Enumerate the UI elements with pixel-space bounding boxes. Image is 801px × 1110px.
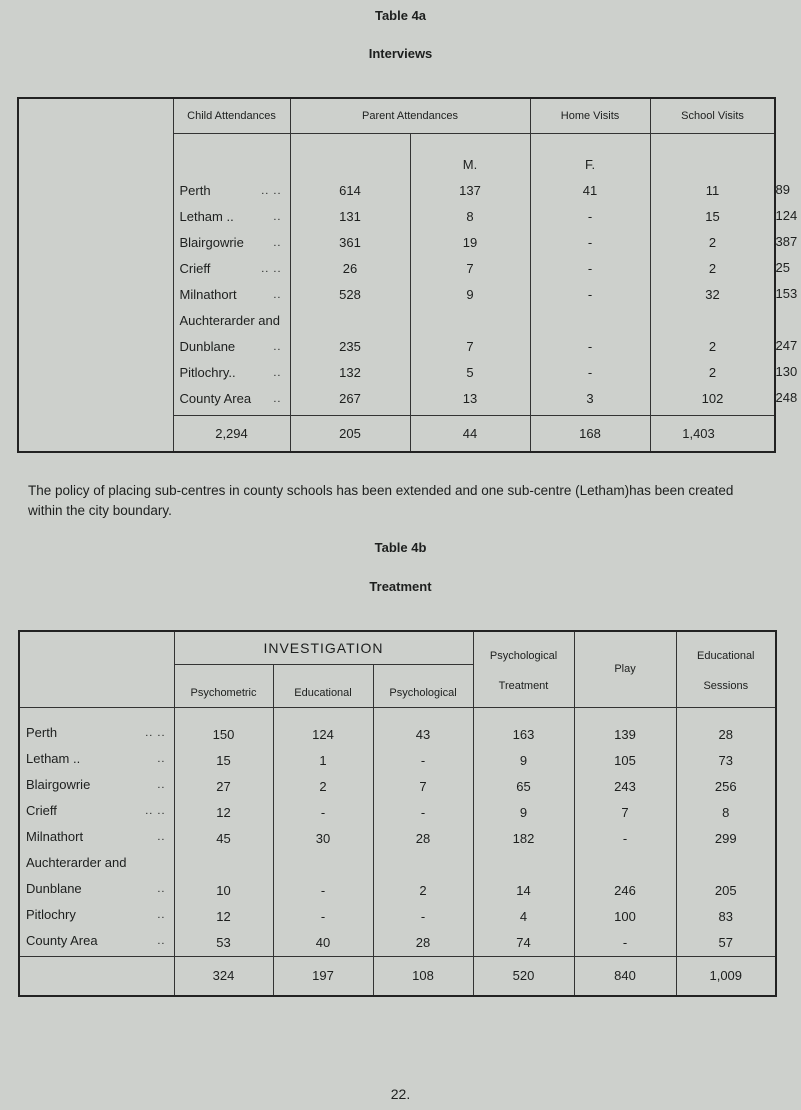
row-label-leader: .. [273, 210, 282, 223]
total-m: 205 [290, 415, 410, 452]
header-f: F. [584, 156, 596, 172]
cell-play: 139 [614, 726, 636, 742]
cell-psychometric: 45 [216, 830, 231, 846]
interviews-body: Perth .. .. Letham .. .. Blairgowrie .. Crieff .. .. Milnathort .. Auchterarder and Dunblane .. Pitlochry.. .. County Area .. 614 131 361 26 528 235 132 267 M. 137 8 19 7 9 7 5 13 F. 41 - - - - - - 3 11 15 2 2 32 2 2 102 89 124 387 25 153 247 130 248 [18, 133, 775, 415]
cell-psychometric: 12 [216, 908, 231, 924]
cell-educational: 1 [319, 752, 327, 768]
row-label-name: Crieff [179, 260, 211, 276]
cell-treatment: 163 [512, 726, 535, 742]
cell-f: - [587, 208, 593, 224]
total-treatment: 520 [473, 956, 574, 996]
treatment-totals-row [19, 956, 776, 996]
cell-treatment: 65 [516, 778, 531, 794]
cell-play [575, 852, 676, 878]
total-psychometric: 324 [174, 956, 273, 996]
row-label [26, 720, 174, 746]
row-label-name: Auchterarder and [179, 312, 280, 328]
cell-child: 361 [339, 234, 361, 250]
total-f: 44 [410, 415, 530, 452]
cell-psychological: 2 [419, 882, 427, 898]
cell-educational: - [320, 804, 326, 820]
header-parent-attendances: Parent Attendances [290, 98, 530, 133]
row-label-leader: .. [157, 830, 166, 843]
cell-f: - [587, 260, 593, 276]
table-4a-title: Table 4a [374, 8, 427, 23]
total-child: 2,294 [173, 415, 290, 452]
row-label-leader: .. [157, 778, 166, 791]
cell-psychological: - [420, 908, 426, 924]
cell-m: 8 [466, 208, 474, 224]
row-label-name: County Area [179, 390, 252, 406]
header-psychological: Psychological [373, 664, 473, 707]
cell-treatment: 74 [516, 934, 531, 950]
table-4a-subtitle: Interviews [368, 46, 433, 61]
row-label [180, 178, 290, 204]
interviews-totals-row [18, 415, 775, 452]
educational-column [273, 707, 373, 956]
row-label [26, 772, 174, 798]
row-label-leader: .. [273, 366, 282, 379]
cell-sessions: 299 [714, 830, 737, 846]
row-label [26, 746, 174, 772]
cell-play: - [622, 934, 628, 950]
row-label-leader: .. [273, 236, 282, 249]
cell-home: 15 [705, 208, 720, 224]
row-label [26, 824, 174, 850]
cell-educational: 40 [315, 934, 331, 950]
cell-home: 11 [705, 182, 720, 198]
cell-f: 3 [586, 390, 594, 406]
cell-home: 2 [708, 364, 717, 380]
child-attendance-column [290, 133, 410, 415]
row-label [180, 334, 290, 360]
cell-child: 614 [339, 182, 361, 198]
cell-home: 2 [708, 338, 717, 354]
row-label [180, 230, 290, 256]
cell-sessions: 256 [714, 778, 737, 794]
parent-f-column [530, 133, 650, 415]
cell-m: 19 [462, 234, 478, 250]
total-educational: 197 [273, 956, 373, 996]
home-visits-column [650, 133, 775, 415]
cell-psychological: 7 [419, 778, 427, 794]
cell-treatment: 9 [519, 804, 528, 820]
row-label-leader: .. [157, 934, 166, 947]
cell-treatment: 9 [519, 752, 528, 768]
cell-home: 102 [701, 390, 724, 406]
cell-m: 7 [466, 338, 474, 354]
cell-educational: - [320, 882, 326, 898]
row-label-leader: .. .. [261, 184, 282, 197]
cell-educational: 2 [319, 778, 327, 794]
cell-m: 13 [462, 390, 478, 406]
area-names [173, 133, 290, 415]
cell-home: 2 [708, 260, 717, 276]
row-label [26, 902, 174, 928]
row-label-name: Milnathort [179, 286, 237, 302]
cell-m: 7 [466, 260, 474, 276]
cell-home [651, 308, 775, 334]
cell-child: 132 [339, 364, 361, 380]
row-label-leader: .. [157, 882, 166, 895]
cell-child: 235 [339, 338, 361, 354]
cell-treatment [474, 852, 574, 878]
row-label [180, 360, 290, 386]
row-label-name: Blairgowrie [179, 234, 244, 250]
cell-sessions: 28 [718, 726, 733, 742]
psychometric-column [174, 707, 273, 956]
cell-treatment: 14 [516, 882, 531, 898]
cell-psychometric: 15 [216, 752, 231, 768]
row-label-name: Crieff [26, 802, 57, 818]
cell-psychometric: 27 [216, 778, 231, 794]
total-sessions: 1,009 [676, 956, 776, 996]
row-label [180, 386, 290, 412]
treatment-body [19, 707, 776, 956]
sessions-column [676, 707, 776, 956]
row-label-name: Letham .. [26, 750, 81, 766]
cell-f: - [587, 338, 593, 354]
total-school: 1,403 [650, 415, 775, 452]
header-psychometric: Psychometric [174, 664, 273, 707]
row-label [26, 850, 174, 876]
row-label-name: County Area [26, 932, 98, 948]
treatment-area-names [19, 707, 174, 956]
total-play: 840 [574, 956, 676, 996]
cell-play: 7 [621, 804, 629, 820]
treatment-column [473, 707, 574, 956]
cell-psychometric: 12 [216, 804, 231, 820]
cell-f: - [587, 286, 593, 302]
header-school-visits: School Visits [650, 98, 775, 133]
cell-f [531, 308, 650, 334]
row-label-leader: .. [157, 908, 166, 921]
cell-psychological [374, 852, 473, 878]
cell-m [411, 308, 530, 334]
row-label [180, 308, 290, 334]
row-label-leader: .. [273, 288, 282, 301]
row-label [180, 204, 290, 230]
row-label-name: Letham .. [179, 208, 234, 224]
row-label-name: Perth [26, 724, 58, 740]
row-label-leader: .. [273, 392, 282, 405]
page-number: 22. [390, 1086, 411, 1102]
total-home: 168 [530, 415, 650, 452]
header-child-attendances: Child Attendances [173, 98, 290, 133]
row-label-name: Milnathort [26, 828, 84, 844]
cell-sessions: 73 [718, 752, 733, 768]
row-label [26, 928, 174, 954]
cell-sessions: 205 [714, 882, 737, 898]
cell-psychometric [175, 852, 273, 878]
header-psychological-treatment: Psychological Treatment [473, 631, 574, 707]
row-label-leader: .. .. [261, 262, 282, 275]
cell-psychometric: 10 [216, 882, 231, 898]
cell-child [291, 308, 410, 334]
row-label-name: Perth [179, 182, 211, 198]
cell-child: 131 [339, 208, 361, 224]
row-label [26, 876, 174, 902]
row-label-name: Dunblane [26, 880, 82, 896]
cell-child: 26 [342, 260, 358, 276]
total-psychological: 108 [373, 956, 473, 996]
cell-sessions: 57 [718, 934, 733, 950]
header-educational-sessions: Educational Sessions [676, 631, 776, 707]
cell-educational: 124 [312, 726, 334, 742]
cell-f: 41 [582, 182, 598, 198]
cell-play: 100 [614, 908, 636, 924]
row-label-leader: .. [273, 340, 282, 353]
cell-m: 5 [466, 364, 474, 380]
play-column [574, 707, 676, 956]
row-label [180, 256, 290, 282]
table-4b-subtitle: Treatment [369, 579, 432, 594]
cell-child: 528 [339, 286, 361, 302]
row-label-leader: .. .. [145, 726, 166, 739]
cell-sessions [677, 852, 776, 878]
policy-paragraph: The policy of placing sub-centres in county schools has been extended and one sub-centre (Letham)has been created within the city boundary. [28, 483, 734, 518]
row-label-name: Pitlochry.. [179, 364, 236, 380]
psychological-column [373, 707, 473, 956]
cell-m: 137 [459, 182, 481, 198]
cell-f: - [587, 364, 593, 380]
cell-psychological: - [420, 804, 426, 820]
row-label [180, 282, 290, 308]
cell-psychometric: 53 [216, 934, 231, 950]
cell-treatment: 4 [519, 908, 528, 924]
row-label [26, 798, 174, 824]
parent-m-column [410, 133, 530, 415]
cell-f: - [587, 234, 593, 250]
table-4b-title: Table 4b [374, 540, 427, 555]
cell-play: 246 [614, 882, 636, 898]
treatment-table [18, 630, 777, 997]
cell-play: 243 [614, 778, 636, 794]
header-investigation: INVESTIGATION [174, 631, 473, 664]
cell-treatment: 182 [512, 830, 535, 846]
header-play: Play [574, 631, 676, 707]
interviews-table [17, 97, 798, 453]
row-label-name: Auchterarder and [26, 854, 127, 870]
header-home-visits: Home Visits [530, 98, 650, 133]
row-label-name: Blairgowrie [26, 776, 91, 792]
cell-educational [274, 852, 373, 878]
row-label-name: Pitlochry [26, 906, 76, 922]
header-educational: Educational [273, 664, 373, 707]
row-label-leader: .. .. [145, 804, 166, 817]
cell-educational: 30 [315, 830, 331, 846]
header-m: M. [462, 156, 478, 172]
cell-psychological: 43 [415, 726, 431, 742]
cell-home: 2 [708, 234, 717, 250]
cell-educational: - [320, 908, 326, 924]
row-label-leader: .. [157, 752, 166, 765]
cell-sessions: 83 [718, 908, 733, 924]
cell-sessions: 8 [722, 804, 730, 820]
cell-psychological: - [420, 752, 426, 768]
cell-home: 32 [705, 286, 720, 302]
cell-psychological: 28 [415, 830, 431, 846]
row-label-name: Dunblane [179, 338, 236, 354]
cell-psychometric: 150 [212, 726, 235, 742]
cell-play: - [622, 830, 628, 846]
cell-psychological: 28 [415, 934, 431, 950]
cell-m: 9 [466, 286, 474, 302]
cell-play: 105 [614, 752, 636, 768]
cell-child: 267 [339, 390, 361, 406]
